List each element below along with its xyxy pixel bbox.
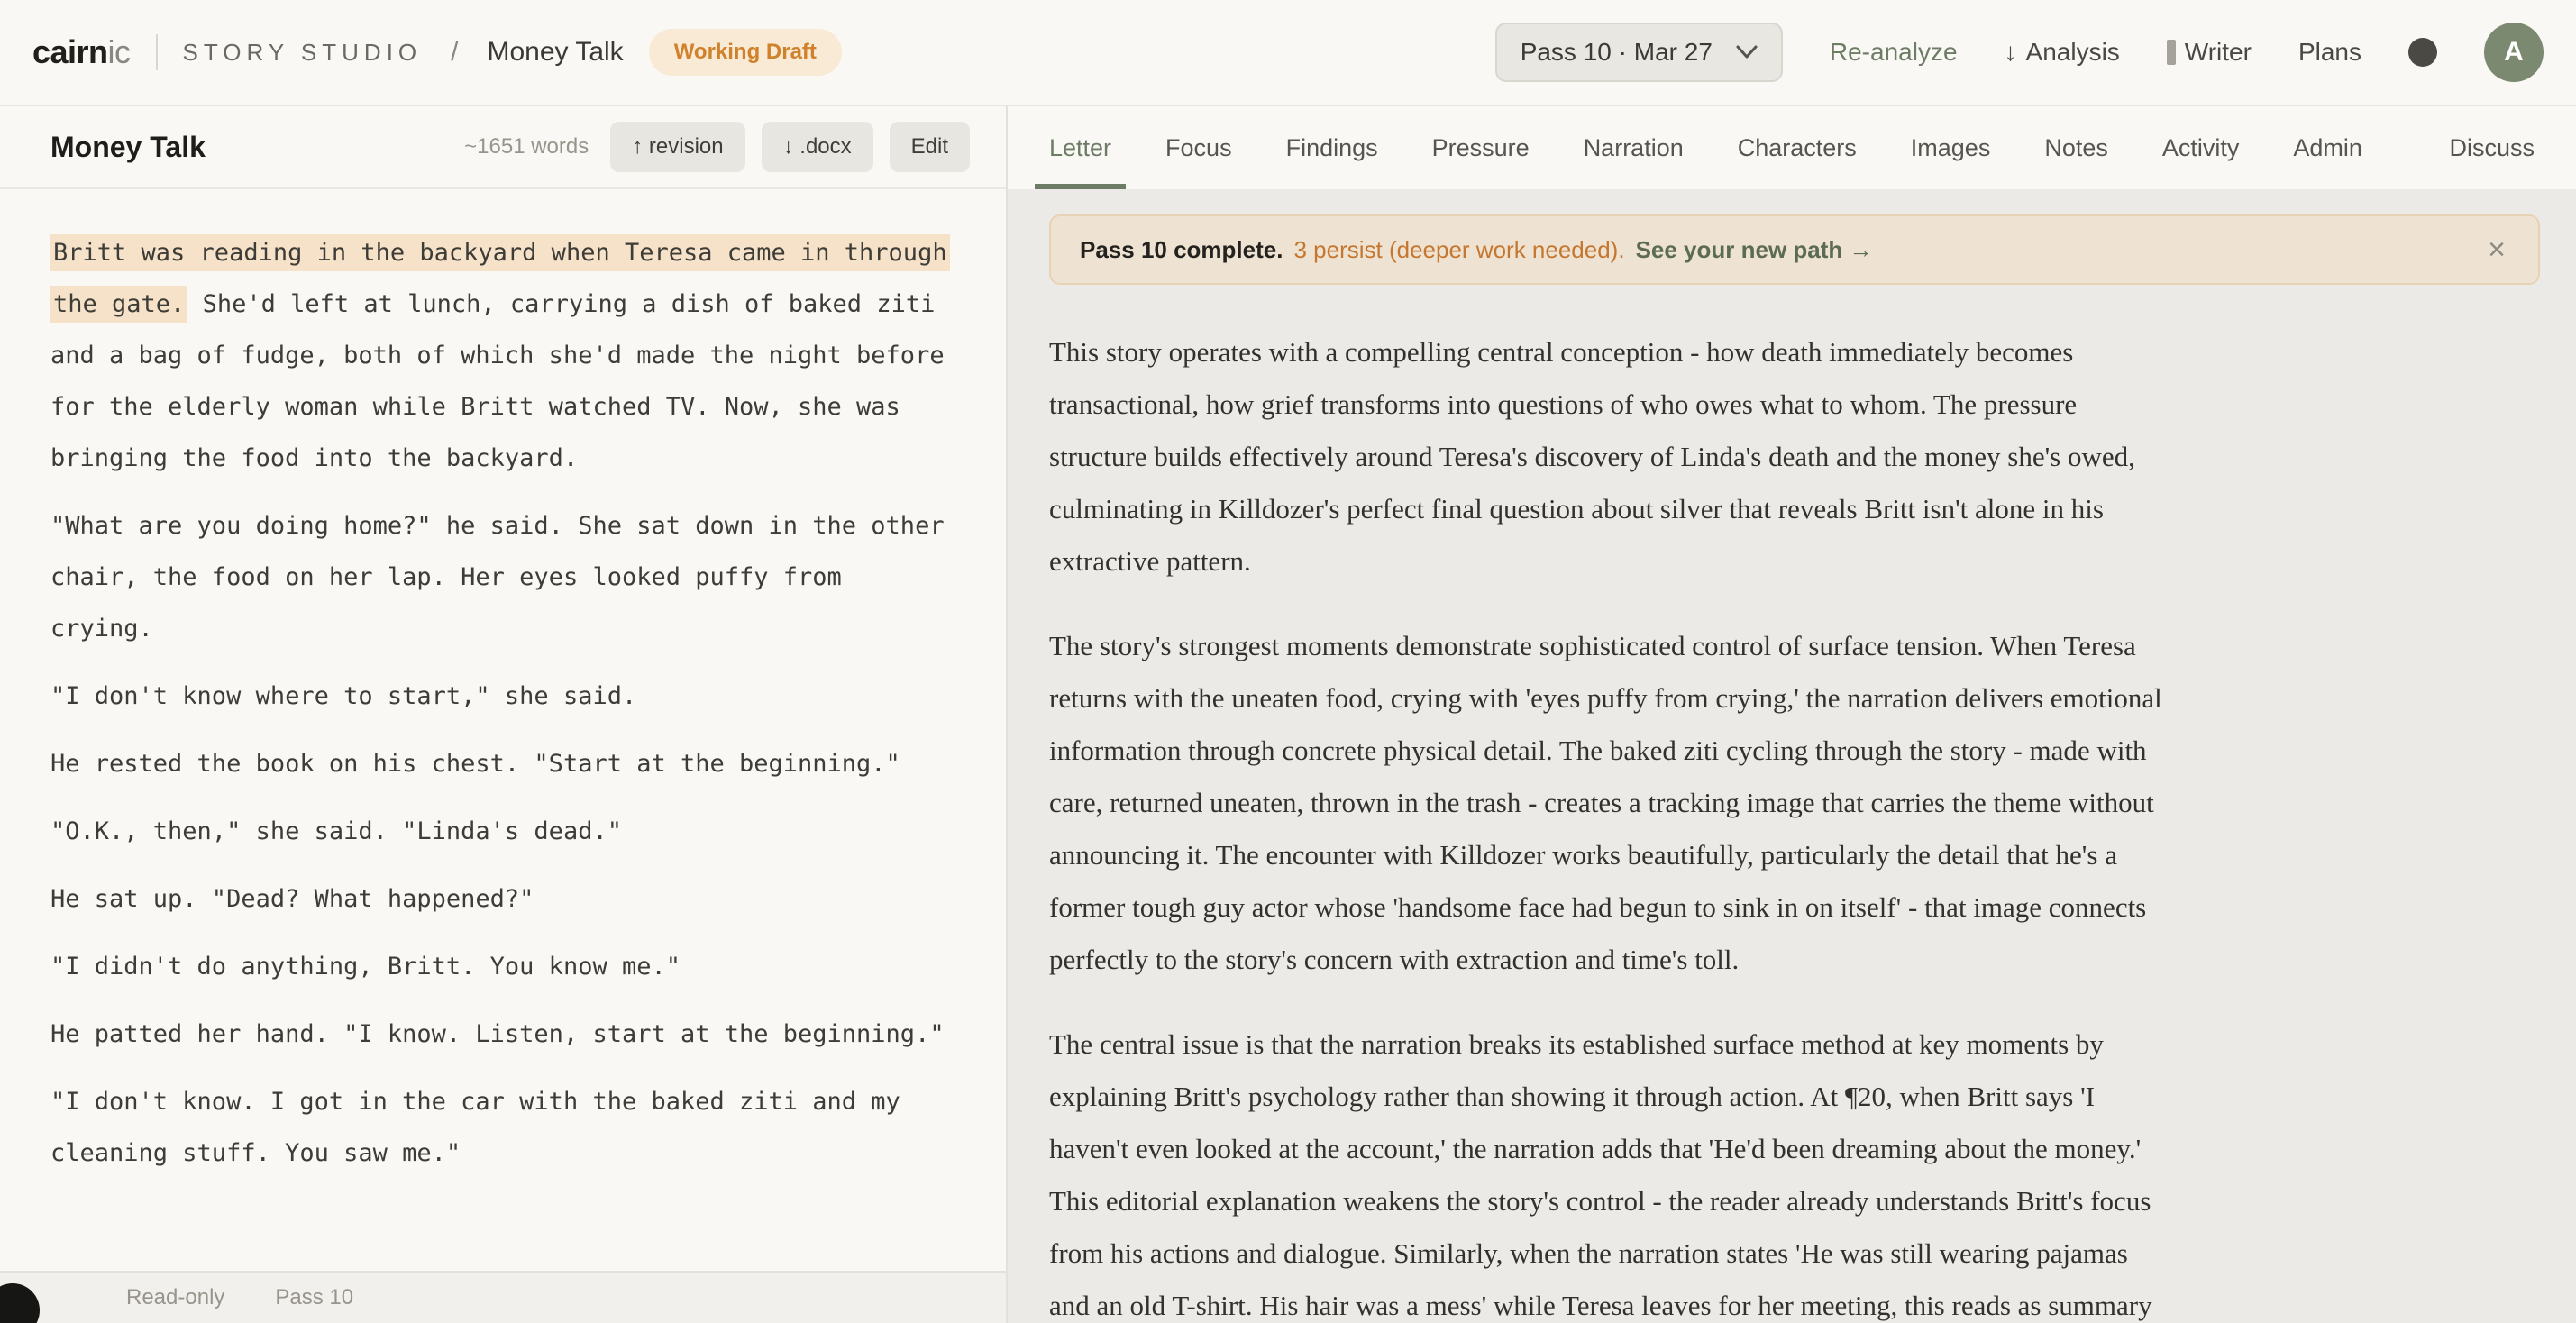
draft-pane: [0, 106, 1008, 1323]
story-paragraph: Britt was reading in the backyard when Teresa came in through the gate. She'd left at lunch, carrying a dish of baked ziti and a bag of fudge, both of which she'd made the night before for the elderly woman while Britt watched TV. Now, she was bringing the food into the backyard.: [50, 227, 952, 484]
pass-selector-dropdown[interactable]: [1495, 23, 1783, 82]
app-header: [0, 0, 2576, 106]
analysis-content[interactable]: [1008, 189, 2576, 1323]
letter-paragraph: The central issue is that the narration breaks its established surface method at key moments by explaining Britt's psychology rather than showing it through action. At ¶20, when Britt says 'I haven't even looked at the account,' the narration adds that 'He'd been dreaming about the money.' This editorial explanation weakens the story's control - the reader already understands Britt's focus from his actions and dialogue. Similarly, when the narration states 'He was still wearing pajamas and an old T-shirt. His hair was a mess' while Teresa leaves for her meeting, this reads as summary: [1049, 1028, 2152, 1321]
draft-toolbar: [464, 122, 970, 172]
tab-notes[interactable]: Notes: [2044, 133, 2108, 161]
chevron-down-icon: [1736, 45, 1758, 59]
story-paragraph: "I don't know. I got in the car with the baked ziti and my cleaning stuff. You saw me.": [50, 1088, 900, 1167]
reanalyze-button[interactable]: Re-analyze: [1829, 38, 1958, 66]
tab-focus[interactable]: Focus: [1165, 133, 1232, 161]
main-panes: [0, 106, 2576, 1323]
writer-button[interactable]: [2167, 38, 2252, 67]
letter-paragraph: The story's strongest moments demonstrate sophisticated control of surface tension. When Teresa returns with the uneaten food, crying with 'eyes puffy from crying,' the narration delivers emotional information through concrete physical detail. The baked ziti cycling through the story - made with care, returned uneaten, thrown in the trash - creates a tracking image that carries the theme without announcing it. The encounter with Killdozer works beautifully, particularly the detail that he's a former tough guy actor whose 'handsome face had begun to sink in on itself' - that image connects perfectly to the story's concern with extraction and time's toll.: [1049, 630, 2162, 975]
close-icon[interactable]: ×: [2488, 233, 2506, 267]
brand-light: ic: [107, 33, 131, 70]
tab-narration[interactable]: Narration: [1583, 133, 1684, 161]
studio-label: STORY STUDIO: [182, 38, 423, 66]
pass-label: Pass 10: [275, 1285, 354, 1309]
header-left: [32, 29, 842, 76]
story-paragraph: He patted her hand. "I know. Listen, start at the beginning.": [50, 1020, 945, 1048]
header-right: [1495, 23, 2544, 82]
download-docx-button[interactable]: ↓ .docx: [762, 122, 873, 172]
story-paragraph: "What are you doing home?" he said. She sat down in the other chair, the food on her lap. Her eyes looked puffy from crying.: [50, 512, 945, 643]
breadcrumb-separator: /: [451, 37, 459, 67]
pass-selector-label: Pass 10 · Mar 27: [1520, 38, 1713, 66]
tab-findings[interactable]: Findings: [1285, 133, 1378, 161]
tab-activity[interactable]: Activity: [2161, 133, 2240, 161]
status-dot-icon[interactable]: [2408, 38, 2437, 67]
story-paragraph: "O.K., then," she said. "Linda's dead.": [50, 817, 622, 845]
brand-logo[interactable]: [32, 33, 131, 71]
letter-paragraph: This story operates with a compelling central conception - how death immediately becomes transactional, how grief transforms into questions of who owes what to whom. The pressure structure builds effectively around Teresa's discovery of Linda's death and the money she's owed, culminating in Killdozer's perfect final question about silver that reveals Britt isn't alone in his extractive pattern.: [1049, 336, 2135, 577]
tab-list: [1049, 106, 2362, 189]
analysis-button[interactable]: [2005, 38, 2120, 67]
tab-discuss[interactable]: Discuss: [2449, 133, 2535, 161]
banner-text: [1080, 236, 1873, 264]
analysis-tabbar: [1008, 106, 2576, 189]
tab-pressure[interactable]: Pressure: [1431, 133, 1530, 161]
tab-images[interactable]: Images: [1910, 133, 1991, 161]
status-badge: Working Draft: [649, 29, 842, 76]
cursor-bar-icon: [2167, 40, 2176, 65]
draft-pane-header: [0, 106, 1006, 189]
banner-link[interactable]: See your new path →: [1635, 235, 1873, 263]
analysis-label: Analysis: [2025, 38, 2120, 66]
plans-button[interactable]: Plans: [2297, 38, 2361, 66]
divider: [156, 34, 158, 70]
story-paragraph: "I don't know where to start," she said.: [50, 682, 637, 710]
banner-warning: 3 persist (deeper work needed).: [1293, 235, 1625, 263]
banner-title: Pass 10 complete.: [1080, 235, 1283, 263]
story-paragraph: "I didn't do anything, Britt. You know me.": [50, 953, 681, 981]
read-only-label: Read-only: [126, 1285, 225, 1309]
edit-button[interactable]: Edit: [890, 122, 970, 172]
story-paragraph: He sat up. "Dead? What happened?": [50, 885, 534, 913]
letter-body: [1049, 326, 2174, 1323]
tab-characters[interactable]: Characters: [1737, 133, 1857, 161]
word-count: ~1651 words: [464, 134, 589, 159]
story-paragraph: He rested the book on his chest. "Start at the beginning.": [50, 750, 900, 778]
writer-label: Writer: [2184, 38, 2252, 66]
pass-complete-banner: [1049, 214, 2540, 285]
download-arrow-icon: ↓: [2004, 38, 2017, 66]
brand-bold: cairn: [32, 33, 108, 70]
breadcrumb[interactable]: Money Talk: [487, 37, 624, 67]
analysis-pane: [1008, 106, 2576, 1323]
tab-admin[interactable]: Admin: [2293, 133, 2362, 161]
upload-revision-button[interactable]: ↑ revision: [610, 122, 744, 172]
tab-letter[interactable]: Letter: [1049, 106, 1111, 189]
draft-footer: [0, 1271, 1006, 1323]
avatar[interactable]: A: [2484, 23, 2544, 82]
highlighted-sentence: Britt was reading in the backyard when Teresa came in through the gate.: [50, 234, 950, 323]
story-text[interactable]: [0, 189, 1006, 1271]
draft-title: Money Talk: [50, 130, 206, 163]
